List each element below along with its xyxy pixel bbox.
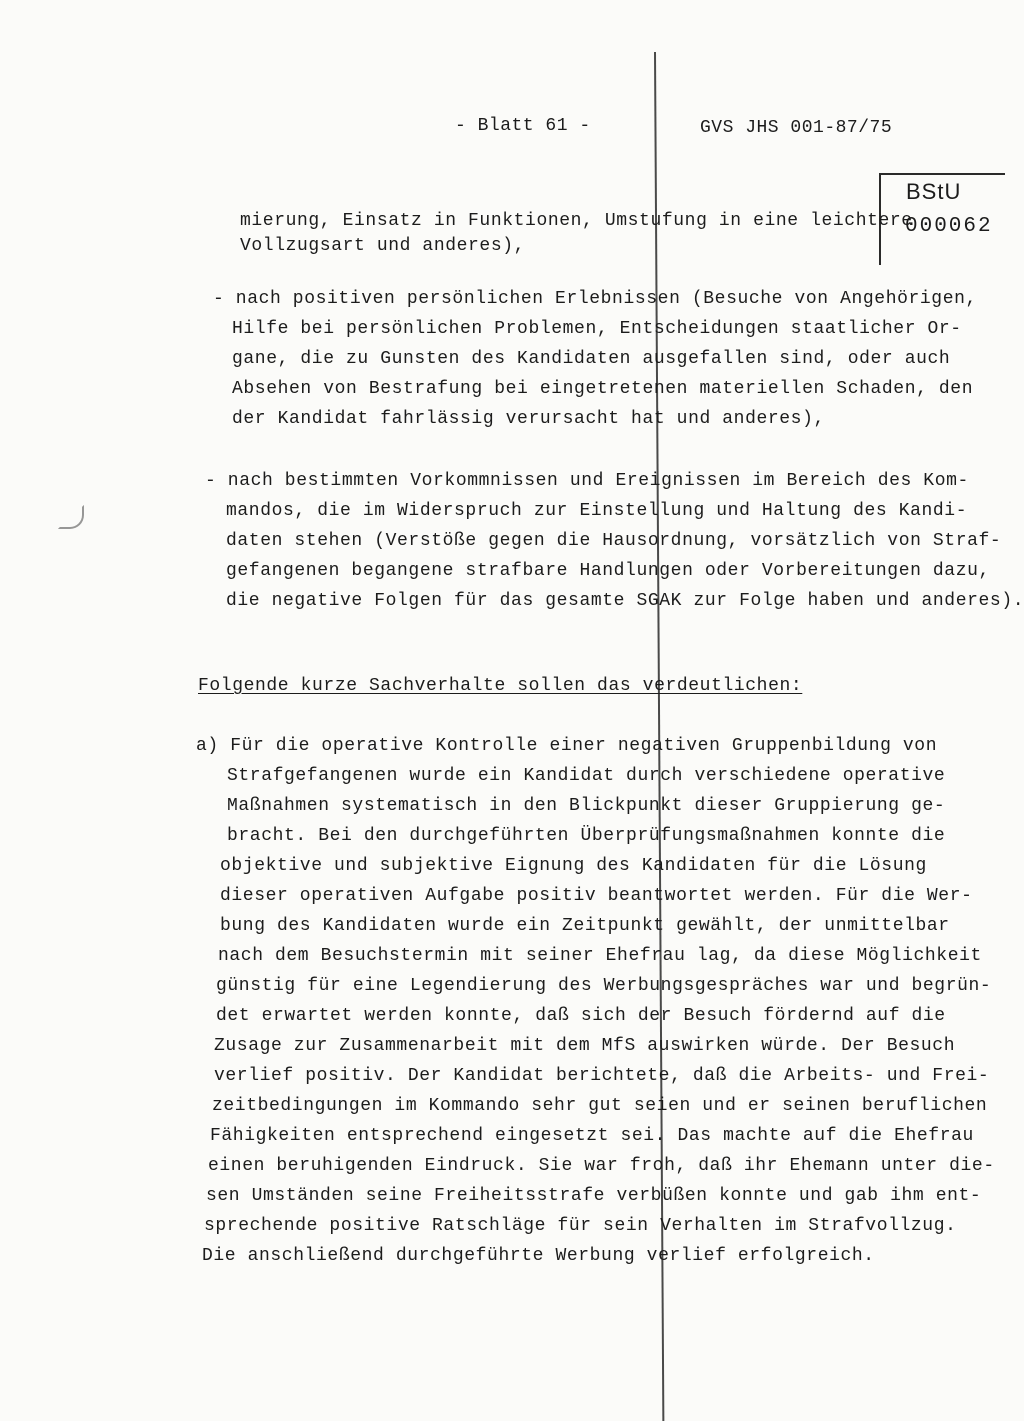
text-line: det erwartet werden konnte, daß sich der Besuch fördernd auf die xyxy=(216,1006,946,1026)
text-line: - nach bestimmten Vorkommnissen und Ereignissen im Bereich des Kom- xyxy=(205,471,969,491)
text-line: Zusage zur Zusammenarbeit mit dem MfS auswirken würde. Der Besuch xyxy=(214,1036,956,1056)
stamp-number: 000062 xyxy=(905,215,993,238)
text-line: nach dem Besuchstermin mit seiner Ehefrau lag, da diese Möglichkeit xyxy=(218,946,982,966)
text-line: sen Umständen seine Freiheitsstrafe verbüßen konnte und gab ihm ent- xyxy=(206,1186,982,1206)
section-heading: Folgende kurze Sachverhalte sollen das verdeutlichen: xyxy=(198,676,803,696)
text-line: dieser operativen Aufgabe positiv beantwortet werden. Für die Wer- xyxy=(220,886,973,906)
text-line: a) Für die operative Kontrolle einer negativen Gruppenbildung von xyxy=(196,736,938,756)
text-line: Die anschließend durchgeführte Werbung verlief erfolgreich. xyxy=(202,1246,875,1266)
text-line: gefangenen begangene strafbare Handlungen oder Vorbereitungen dazu, xyxy=(226,561,990,581)
text-line: mandos, die im Widerspruch zur Einstellung und Haltung des Kandi- xyxy=(226,501,968,521)
page-number-label: - Blatt 61 - xyxy=(455,116,591,136)
margin-smudge xyxy=(58,505,84,529)
stamp-org: BStU xyxy=(906,179,962,204)
text-line: günstig für eine Legendierung des Werbungsgespräches war und begrün- xyxy=(216,976,992,996)
text-line: objektive und subjektive Eignung des Kandidaten für die Lösung xyxy=(220,856,927,876)
text-line: daten stehen (Verstöße gegen die Hausordnung, vorsätzlich von Straf- xyxy=(226,531,1002,551)
text-line: Absehen von Bestrafung bei eingetretenen materiellen Schaden, den xyxy=(232,379,974,399)
text-line: Fähigkeiten entsprechend eingesetzt sei. Das machte auf die Ehefrau xyxy=(210,1126,974,1146)
text-line: bung des Kandidaten wurde ein Zeitpunkt gewählt, der unmittelbar xyxy=(220,916,950,936)
text-line: - nach positiven persönlichen Erlebnissen (Besuche von Angehörigen, xyxy=(213,289,977,309)
text-line: der Kandidat fahrlässig verursacht hat und anderes), xyxy=(232,409,825,429)
text-line: Vollzugsart und anderes), xyxy=(240,236,526,256)
text-line: die negative Folgen für das gesamte SGAK zur Folge haben und anderes). xyxy=(226,591,1024,611)
text-line: Hilfe bei persönlichen Problemen, Entscheidungen staatlicher Or- xyxy=(232,319,962,339)
text-line: zeitbedingungen im Kommando sehr gut seien und er seinen beruflichen xyxy=(212,1096,988,1116)
text-line: mierung, Einsatz in Funktionen, Umstufung in eine leichtere xyxy=(240,211,913,231)
text-line: sprechende positive Ratschläge für sein Verhalten im Strafvollzug. xyxy=(204,1216,957,1236)
text-line: gane, die zu Gunsten des Kandidaten ausgefallen sind, oder auch xyxy=(232,349,951,369)
document-reference: GVS JHS 001-87/75 xyxy=(700,118,893,138)
text-line: bracht. Bei den durchgeführten Überprüfungsmaßnahmen konnte die xyxy=(227,826,946,846)
text-line: Maßnahmen systematisch in den Blickpunkt dieser Gruppierung ge- xyxy=(227,796,946,816)
text-line: einen beruhigenden Eindruck. Sie war froh, daß ihr Ehemann unter die- xyxy=(208,1156,995,1176)
text-line: verlief positiv. Der Kandidat berichtete, daß die Arbeits- und Frei- xyxy=(214,1066,990,1086)
text-line: Strafgefangenen wurde ein Kandidat durch verschiedene operative xyxy=(227,766,946,786)
